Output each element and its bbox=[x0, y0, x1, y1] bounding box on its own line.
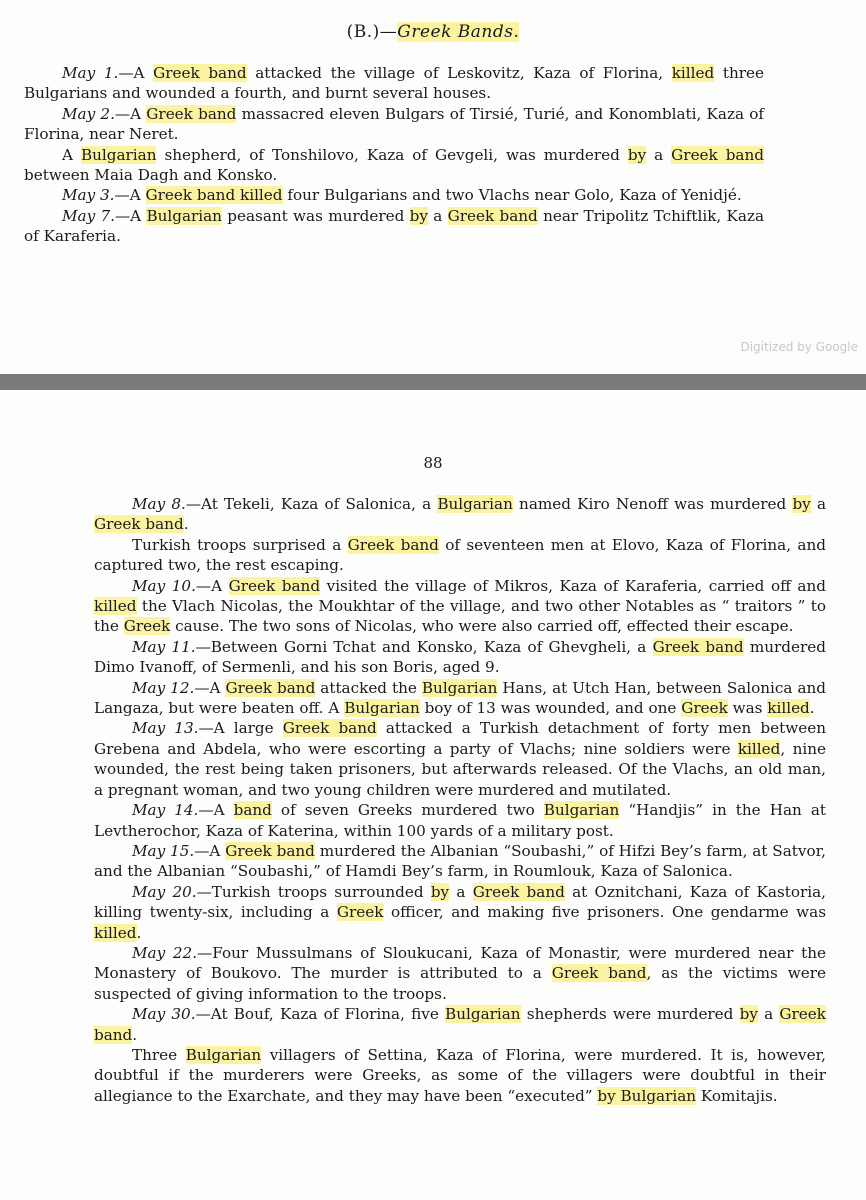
highlighted-term: Bulgarian bbox=[445, 1005, 521, 1024]
entry-text: shepherds were murdered bbox=[520, 1005, 740, 1024]
entry-text: —A bbox=[194, 841, 226, 860]
entry-date: May 15. bbox=[132, 841, 195, 860]
entry-text: a bbox=[449, 882, 473, 901]
entry-text: —Between Gorni Tchat and Konsko, Kaza of Ghevgheli, a bbox=[195, 637, 653, 656]
entry-text: was bbox=[727, 699, 768, 718]
entry-text: named Kiro Nenoff was murdered bbox=[512, 495, 793, 513]
highlighted-term: Greek band bbox=[447, 206, 538, 225]
page-divider bbox=[0, 374, 866, 390]
highlighted-term: Bulgarian bbox=[344, 699, 420, 718]
entry-date: May 14. bbox=[132, 801, 199, 820]
highlighted-term: Bulgarian bbox=[437, 495, 513, 513]
highlighted-term: Greek bbox=[336, 903, 384, 922]
entry-text: —A bbox=[118, 64, 154, 82]
entry-text: —Four Mussulmans of Sloukucani, Kaza of Monastir, were murdered near the Monastery of Boukovo. The murder is attributed to a bbox=[94, 943, 826, 983]
entry-text: attacked the bbox=[315, 678, 422, 697]
entry-text: —At Bouf, Kaza of Florina, five bbox=[195, 1005, 446, 1024]
highlighted-term: Bulgarian bbox=[421, 678, 498, 697]
entry-text: of seven Greeks murdered two bbox=[271, 801, 544, 820]
entry-text: —A bbox=[114, 104, 147, 123]
highlighted-term: by bbox=[739, 1005, 758, 1024]
entry-paragraph bbox=[94, 576, 826, 637]
entry-text: murdered the Albanian “Soubashi,” of Hifzi Bey’s farm, at Satvor, and the Albanian “Soubashi,” of Hamdi Bey’s farm, in Roumlouk, Kaza of Salonica. bbox=[94, 841, 827, 881]
entry-text: —A bbox=[198, 801, 234, 820]
highlighted-term: killed bbox=[671, 64, 715, 82]
entry-paragraph bbox=[24, 104, 764, 145]
highlighted-term: Greek bbox=[681, 699, 728, 718]
entry-paragraph bbox=[24, 63, 764, 104]
highlighted-term: killed bbox=[737, 739, 781, 758]
entry-text: officer, and making five prisoners. One gendarme was bbox=[383, 903, 826, 922]
page-number: 88 bbox=[423, 454, 443, 472]
entry-paragraph bbox=[94, 800, 826, 841]
highlighted-term: Bulgarian bbox=[185, 1045, 262, 1064]
entry-text: near Tripolitz Tchiftlik, Kaza of Karaferia. bbox=[24, 206, 764, 246]
entry-text: Komitajis. bbox=[696, 1086, 778, 1105]
entry-date: May 3. bbox=[62, 186, 115, 205]
entry-text: a bbox=[427, 206, 448, 225]
entry-date: May 22. bbox=[132, 943, 198, 962]
highlighted-term: by bbox=[792, 495, 811, 513]
entry-date: May 8. bbox=[132, 495, 186, 513]
section-heading bbox=[0, 22, 866, 42]
entry-text: , nine wounded, the rest being taken prisoners, but afterwards released. Of the Vlachs, an old man, a pregnant woman, and two young children were murdered and mutilated. bbox=[94, 739, 826, 799]
entry-paragraph bbox=[94, 882, 826, 943]
highlighted-term: Bulgarian bbox=[146, 206, 222, 225]
page-bottom-text bbox=[94, 494, 826, 1106]
entry-text: —Turkish troops surrounded bbox=[196, 882, 431, 901]
entry-paragraph bbox=[94, 678, 826, 719]
entry-paragraph bbox=[94, 637, 826, 678]
highlighted-term: Greek band bbox=[671, 145, 764, 164]
entry-paragraph bbox=[94, 1004, 826, 1045]
entry-text: four Bulgarians and two Vlachs near Golo, Kaza of Yenidjé. bbox=[282, 186, 742, 205]
highlighted-term: Greek band bbox=[94, 515, 184, 534]
highlighted-term: by bbox=[627, 145, 647, 164]
highlighted-term: Greek bbox=[123, 617, 171, 636]
entry-text: a bbox=[646, 145, 672, 164]
highlighted-term: Bulgarian bbox=[543, 801, 620, 820]
entry-text: a bbox=[810, 495, 826, 513]
entry-text: attacked the village of Leskovitz, Kaza of Florina, bbox=[246, 64, 672, 82]
entry-paragraph bbox=[94, 718, 826, 800]
heading-prefix: (B.)— bbox=[346, 22, 398, 42]
highlighted-term: Greek band bbox=[652, 637, 744, 656]
highlighted-term: Greek band bbox=[153, 64, 247, 82]
entry-text: between Maia Dagh and Konsko. bbox=[24, 166, 278, 185]
entry-date: May 30. bbox=[132, 1005, 196, 1024]
entry-paragraph bbox=[94, 841, 826, 882]
highlighted-term: by bbox=[409, 206, 428, 225]
highlighted-term: Greek band bbox=[225, 678, 316, 697]
highlighted-term: Greek band bbox=[228, 576, 321, 595]
entry-date: May 11. bbox=[132, 637, 196, 656]
entry-text: shepherd, of Tonshilovo, Kaza of Gevgeli, was murdered bbox=[156, 145, 628, 164]
entry-text: —A large bbox=[198, 719, 283, 738]
highlighted-term: killed bbox=[94, 597, 137, 616]
entry-text: boy of 13 was wounded, and one bbox=[419, 699, 682, 718]
entry-text: visited the village of Mikros, Kaza of Karaferia, carried off and bbox=[320, 576, 826, 595]
entry-paragraph bbox=[24, 145, 764, 186]
entry-paragraph bbox=[94, 943, 826, 1004]
entry-text: —At Tekeli, Kaza of Salonica, a bbox=[185, 495, 438, 513]
entry-paragraph bbox=[94, 494, 826, 535]
entry-text: —A bbox=[195, 576, 229, 595]
heading-title: Greek Bands. bbox=[397, 22, 520, 42]
entry-text: cause. The two sons of Nicolas, who were also carried off, effected their escape. bbox=[170, 617, 794, 636]
entry-text: attacked a Turkish detachment of forty men between Grebena and Abdela, who were escorting a party of Vlachs; nine soldiers were bbox=[94, 719, 826, 758]
document-page-top bbox=[0, 0, 866, 374]
entry-text: Turkish troops surprised a bbox=[132, 535, 348, 554]
entry-text: —A bbox=[194, 678, 226, 697]
entry-text: —A bbox=[114, 206, 147, 225]
entry-date: May 2. bbox=[62, 104, 115, 123]
entry-text: the Vlach Nicolas, the Moukhtar of the village, and two other Notables as “ traitors ” to the bbox=[94, 597, 826, 636]
highlighted-term: by bbox=[430, 882, 450, 901]
entry-text: Three bbox=[132, 1045, 186, 1064]
page-top-text bbox=[24, 63, 764, 247]
entry-text: . bbox=[183, 515, 189, 534]
highlighted-term: by Bulgarian bbox=[597, 1086, 697, 1105]
document-page-bottom bbox=[0, 390, 866, 1200]
entry-text: . bbox=[132, 1025, 138, 1044]
highlighted-term: Bulgarian bbox=[80, 145, 157, 164]
highlighted-term: Greek band bbox=[94, 1005, 826, 1044]
highlighted-term: Greek band bbox=[347, 535, 439, 554]
entry-text: villagers of Settina, Kaza of Florina, were murdered. It is, however, doubtful if the murderers were Greeks, as some of the villagers were doubtful in their allegiance to the Exarchate, and they may have been “executed” bbox=[94, 1045, 826, 1105]
entry-text: at Oznitchani, Kaza of Kastoria, killing twenty-six, including a bbox=[94, 882, 826, 922]
entry-date: May 7. bbox=[62, 206, 115, 225]
highlighted-term: Greek band bbox=[282, 719, 377, 738]
entry-text: “Handjis” in the Han at Levtherochor, Kaza of Katerina, within 100 yards of a military post. bbox=[94, 801, 826, 840]
entry-text: . bbox=[809, 699, 815, 718]
entry-paragraph bbox=[24, 206, 764, 247]
entry-text: . bbox=[136, 923, 142, 942]
entry-text: of seventeen men at Elovo, Kaza of Florina, and captured two, the rest escaping. bbox=[94, 535, 826, 575]
entry-date: May 1. bbox=[62, 64, 119, 82]
highlighted-term: Greek band bbox=[146, 104, 237, 123]
entry-paragraph bbox=[94, 535, 826, 576]
entry-text: A bbox=[62, 145, 81, 164]
entry-text: massacred eleven Bulgars of Tirsié, Turié, and Konomblati, Kaza of Florina, near Neret. bbox=[24, 104, 764, 144]
entry-date: May 20. bbox=[132, 882, 197, 901]
highlighted-term: Greek band bbox=[472, 882, 565, 901]
highlighted-term: killed bbox=[767, 699, 810, 718]
highlighted-term: Greek band bbox=[551, 964, 647, 983]
entry-paragraph bbox=[24, 185, 764, 205]
entry-text: Hans, at Utch Han, between Salonica and Langaza, but were beaten off. A bbox=[94, 678, 827, 718]
entry-text: , as the victims were suspected of giving information to the troops. bbox=[94, 964, 826, 1003]
entry-text: a bbox=[757, 1005, 780, 1024]
entry-text: peasant was murdered bbox=[221, 206, 410, 225]
entry-text: murdered Dimo Ivanoff, of Sermenli, and his son Boris, aged 9. bbox=[94, 637, 826, 677]
entry-paragraph bbox=[94, 1045, 826, 1106]
highlighted-term: killed bbox=[94, 923, 137, 942]
highlighted-term: band bbox=[233, 801, 272, 820]
entry-date: May 12. bbox=[132, 678, 195, 697]
highlighted-term: Greek band killed bbox=[145, 186, 283, 205]
entry-text: —A bbox=[114, 186, 146, 205]
entry-date: May 10. bbox=[132, 576, 196, 595]
entry-text: three Bulgarians and wounded a fourth, and burnt several houses. bbox=[24, 64, 764, 103]
entry-date: May 13. bbox=[132, 719, 199, 738]
google-watermark: Digitized by Google bbox=[740, 340, 858, 354]
highlighted-term: Greek band bbox=[225, 841, 315, 860]
